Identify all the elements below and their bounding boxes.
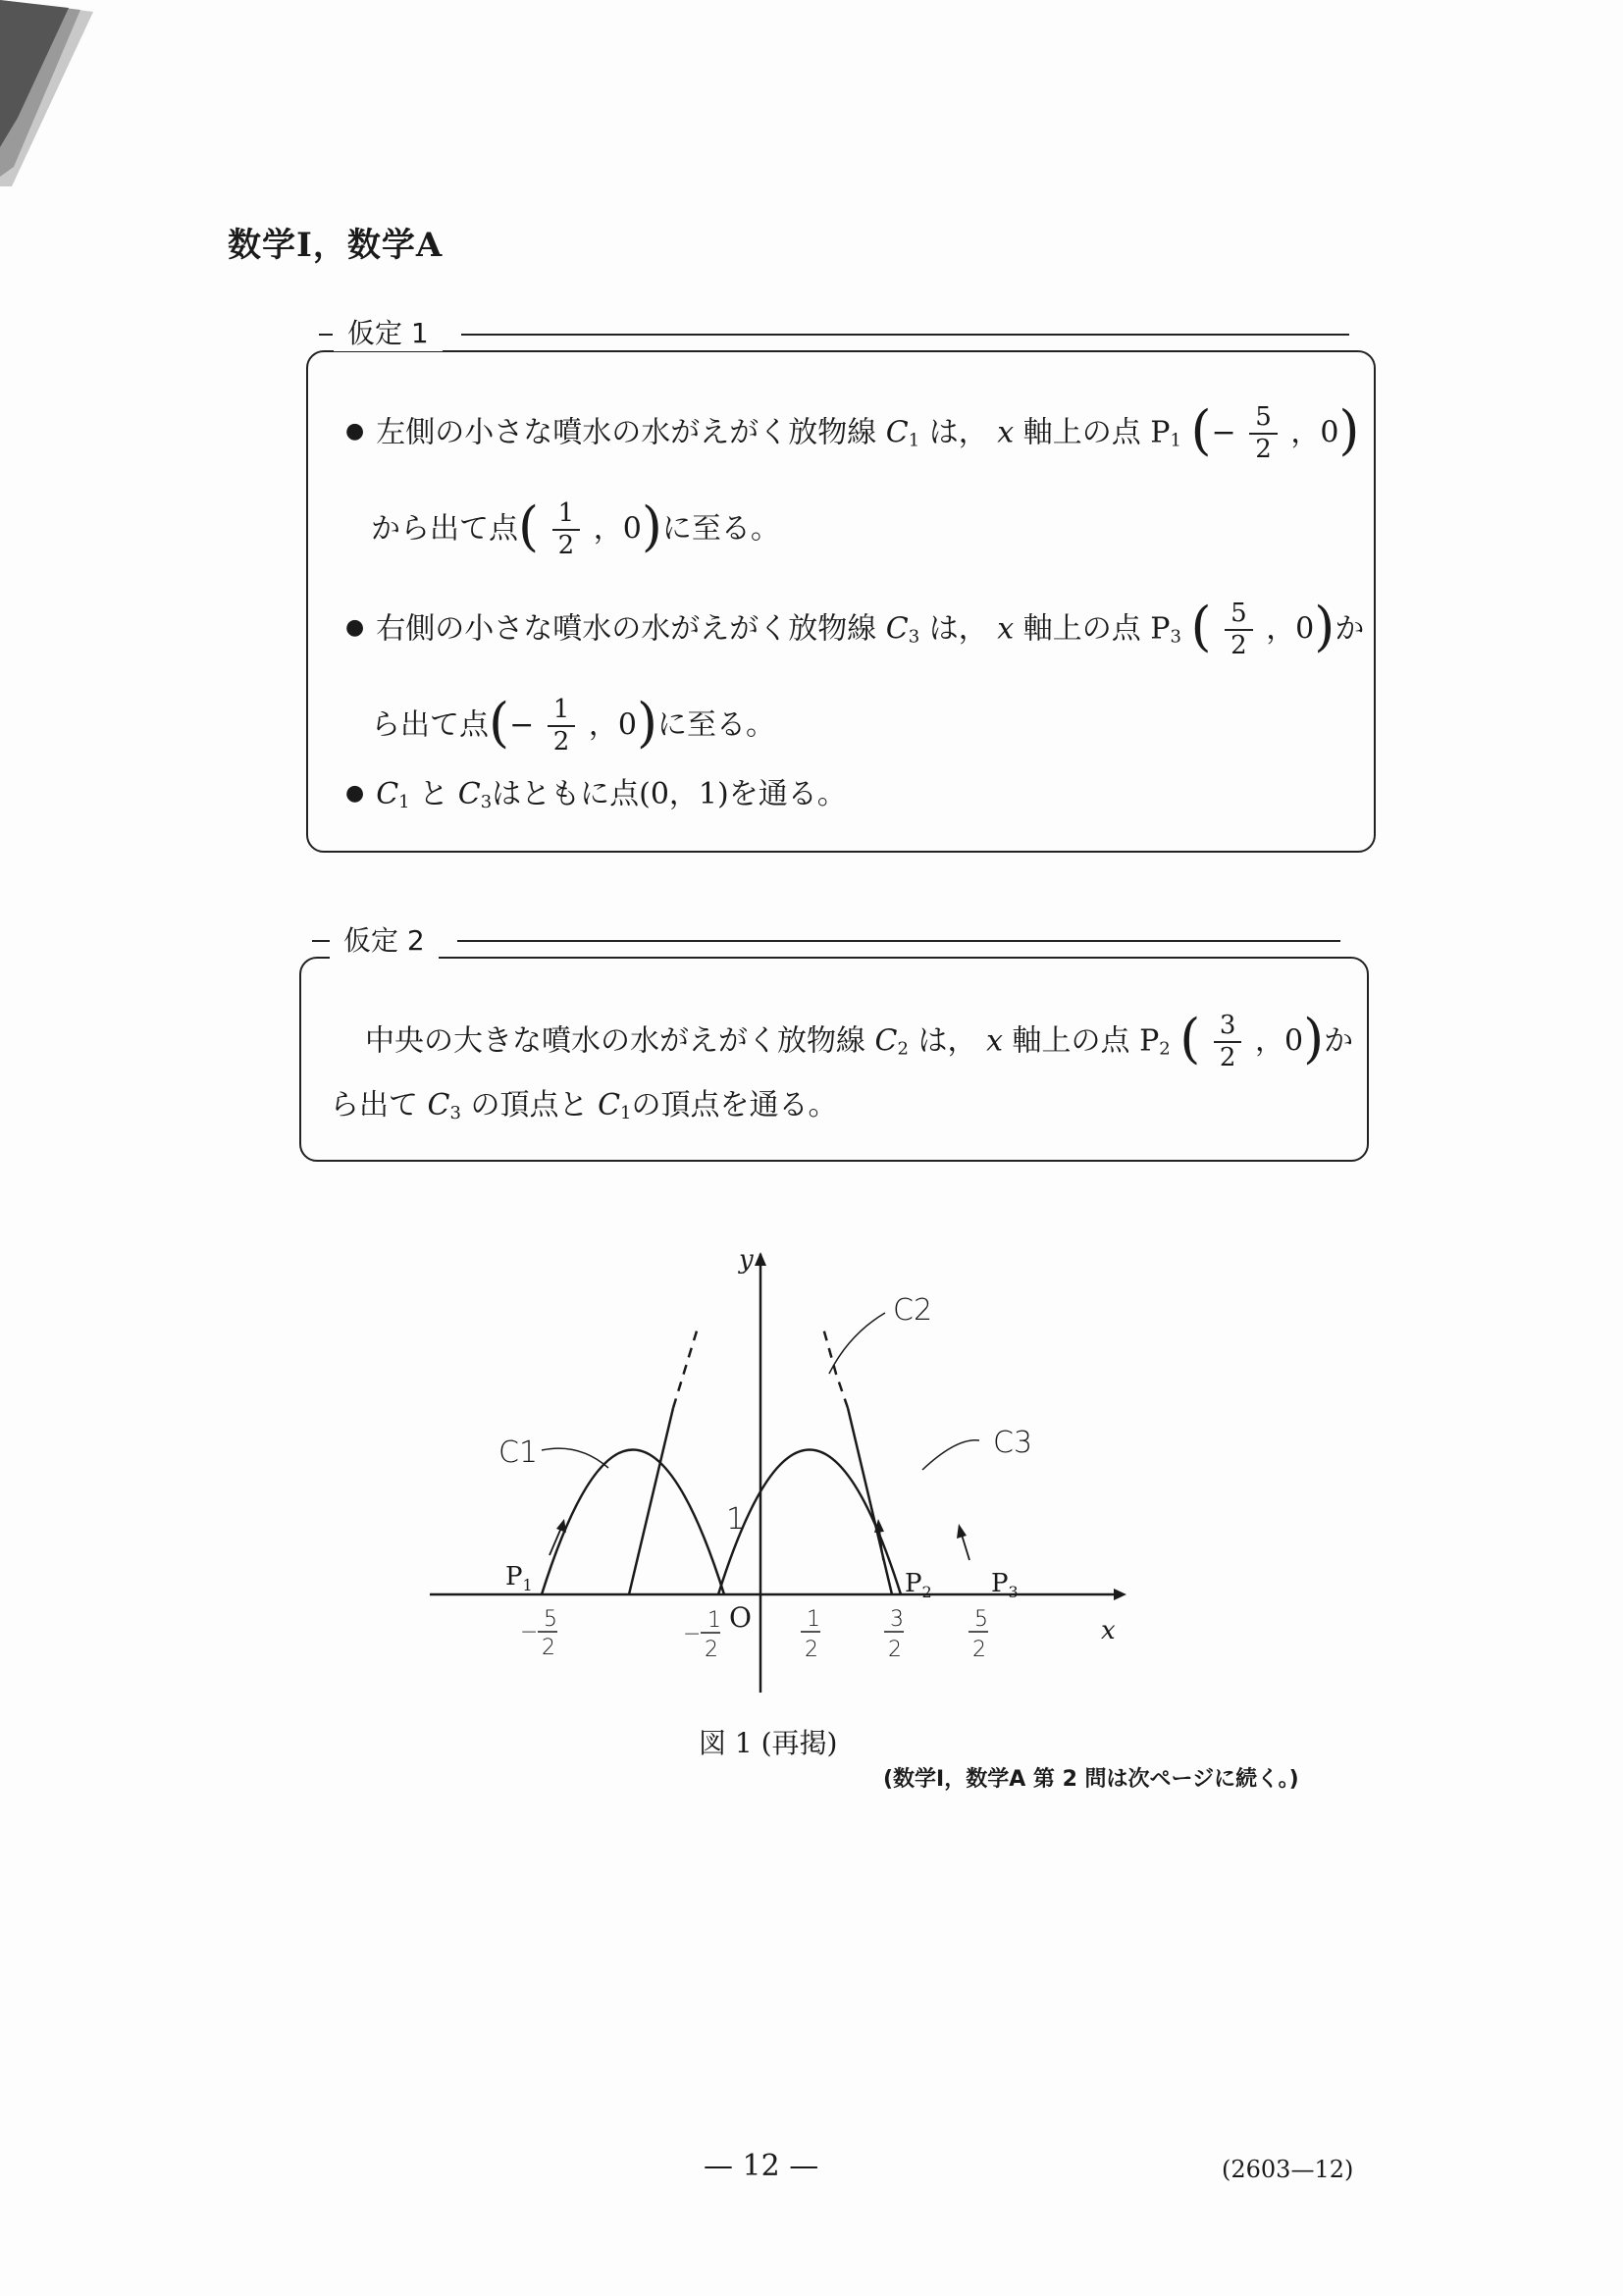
assumption-2-label-rule bbox=[312, 940, 330, 942]
fraction: $\frac{1}{2}$ bbox=[552, 500, 581, 560]
svg-text:3: 3 bbox=[890, 1607, 904, 1632]
figure-caption: 図 1 (再掲) bbox=[699, 1727, 838, 1759]
svg-text:5: 5 bbox=[544, 1607, 557, 1632]
exam-code: (2603—12) bbox=[1222, 2156, 1354, 2183]
tick-label-5-2 bbox=[969, 1607, 988, 1662]
svg-text:1: 1 bbox=[707, 1608, 721, 1633]
c3-pointer-line bbox=[922, 1440, 979, 1470]
svg-text:2: 2 bbox=[705, 1638, 718, 1662]
origin-label: O bbox=[729, 1601, 752, 1634]
page-header: 数学Ⅰ，数学A bbox=[228, 226, 444, 265]
curve-label-c2: C2 bbox=[893, 1293, 933, 1328]
flow-arrow-icon bbox=[556, 1519, 566, 1533]
assumption-1-bullet-2-cont: ら出て点(− $\frac{1}{2}$ ，0)に至る。 bbox=[371, 692, 776, 757]
y-axis-label: y bbox=[739, 1245, 754, 1275]
curve-c3 bbox=[718, 1450, 901, 1595]
x-axis-arrow-icon bbox=[1114, 1589, 1126, 1600]
flow-arrow-p3 bbox=[962, 1535, 969, 1560]
fraction: $\frac{5}{2}$ bbox=[1249, 404, 1278, 464]
tick-label-3-2 bbox=[884, 1607, 904, 1662]
point-label-p1: $P_1$ bbox=[505, 1562, 533, 1594]
assumption-1-bullet-1-cont: から出て点( $\frac{1}{2}$ ，0)に至る。 bbox=[371, 496, 780, 561]
curve-c2-dashed-right bbox=[822, 1325, 848, 1408]
tick-label-neg-1-2 bbox=[683, 1608, 721, 1662]
curve-c2-left bbox=[629, 1408, 673, 1594]
assumption-2-label: 仮定 2 bbox=[330, 919, 439, 959]
assumption-2-line-1: 中央の大きな噴水の水がえがく放物線 $C_2$ は， x 軸上の点 $P_2$ ( $\frac{3}{2}$ ，0)か bbox=[365, 1008, 1354, 1073]
svg-text:2: 2 bbox=[805, 1638, 818, 1662]
assumption-1-top-rule bbox=[461, 334, 1349, 336]
curve-label-c3: C3 bbox=[993, 1426, 1033, 1460]
y-axis-arrow-icon bbox=[755, 1252, 766, 1266]
bullet-icon: ● bbox=[345, 615, 365, 641]
bullet-icon: ● bbox=[345, 781, 365, 806]
tick-label-1-2 bbox=[801, 1607, 820, 1662]
page-number: — 12 — bbox=[704, 2149, 819, 2183]
fraction: $\frac{3}{2}$ bbox=[1214, 1013, 1242, 1072]
c1-pointer-line bbox=[542, 1448, 608, 1468]
svg-text:2: 2 bbox=[888, 1638, 902, 1662]
assumption-2-top-rule bbox=[457, 940, 1340, 942]
svg-text:1: 1 bbox=[807, 1607, 820, 1632]
svg-text:2: 2 bbox=[972, 1638, 986, 1662]
svg-text:−: − bbox=[520, 1620, 539, 1644]
continuation-note: (数学Ⅰ，数学A 第 2 問は次ページに続く。) bbox=[883, 1767, 1299, 1792]
point-label-p2: $P_2$ bbox=[905, 1569, 932, 1601]
curve-label-c1: C1 bbox=[498, 1435, 539, 1470]
fraction: $\frac{1}{2}$ bbox=[548, 697, 576, 757]
svg-text:2: 2 bbox=[542, 1636, 555, 1660]
curve-c2-dashed-left bbox=[673, 1325, 699, 1408]
assumption-1-bullet-3: ● $C_1$ と $C_3$はともに点(0，1)を通る。 bbox=[345, 777, 847, 812]
assumption-1-bullet-1: ● 左側の小さな噴水の水がえがく放物線 $C_1$ は， x 軸上の点 $P_1$ (− $\frac{5}{2}$ ，0) bbox=[345, 399, 1360, 465]
flow-arrow-icon bbox=[957, 1524, 967, 1539]
curve-c2-right bbox=[848, 1408, 892, 1594]
fraction: $\frac{5}{2}$ bbox=[1225, 600, 1253, 660]
y-intercept-label: 1 bbox=[726, 1502, 746, 1537]
c2-pointer-line bbox=[829, 1313, 885, 1374]
assumption-1-label: 仮定 1 bbox=[334, 312, 443, 351]
svg-text:−: − bbox=[683, 1622, 702, 1646]
figure-1-graph bbox=[412, 1226, 1158, 1717]
assumption-2-line-2: ら出て $C_3$ の頂点と $C_1$の頂点を通る。 bbox=[330, 1088, 838, 1123]
point-label-p3: $P_3$ bbox=[991, 1569, 1019, 1601]
assumption-1-bullet-2: ● 右側の小さな噴水の水がえがく放物線 $C_3$ は， x 軸上の点 $P_3$ ( $\frac{5}{2}$ ，0)か bbox=[345, 596, 1365, 661]
tick-label-neg-5-2 bbox=[520, 1607, 557, 1660]
svg-text:5: 5 bbox=[974, 1607, 988, 1632]
corner-fold-mark bbox=[0, 0, 93, 186]
bullet-icon: ● bbox=[345, 419, 365, 444]
assumption-1-label-rule bbox=[319, 334, 333, 336]
x-axis-label: x bbox=[1101, 1616, 1116, 1645]
